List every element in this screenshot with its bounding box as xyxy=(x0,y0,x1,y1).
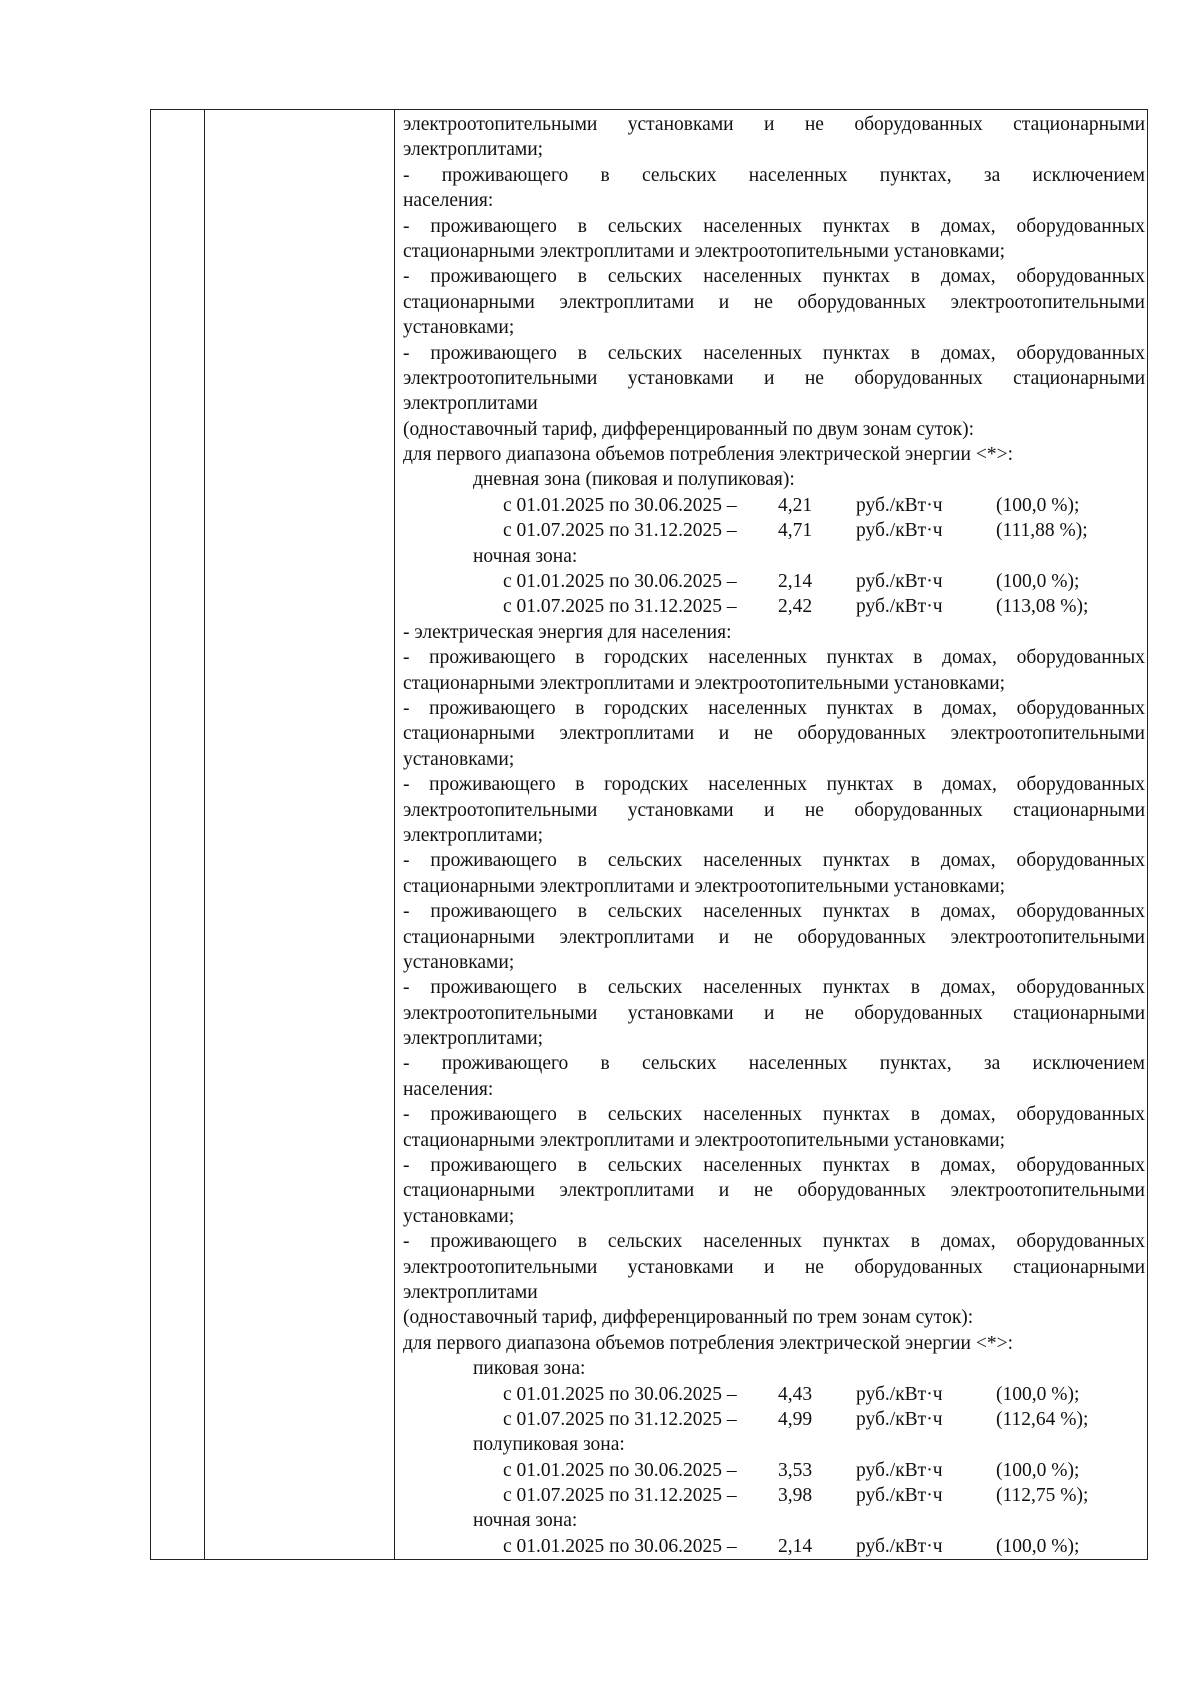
tariff-percent: (100,0 %); xyxy=(996,1459,1080,1481)
text-line: электроплитами; xyxy=(403,139,544,161)
text-line: - проживающего в сельских населенных пунктах в домах, оборудованных xyxy=(403,901,1145,923)
tariff-rate-row xyxy=(403,1483,1145,1508)
text-line: дневная зона (пиковая и полупиковая): xyxy=(473,469,795,491)
text-line: ночная зона: xyxy=(473,1510,578,1532)
tariff-percent: (111,88 %); xyxy=(996,520,1088,542)
tariff-value: 4,99 xyxy=(778,1408,813,1430)
text-line: - проживающего в сельских населенных пунктах в домах, оборудованных xyxy=(403,215,1145,237)
text-line: установками; xyxy=(403,951,515,973)
text-line: - проживающего в сельских населенных пунктах в домах, оборудованных xyxy=(403,977,1145,999)
tariff-period: с 01.07.2025 по 31.12.2025 – xyxy=(503,520,737,542)
tariff-unit: руб./кВт·ч xyxy=(856,571,943,593)
text-line: населения: xyxy=(403,190,494,212)
tariff-percent: (112,75 %); xyxy=(996,1485,1089,1507)
tariff-percent: (100,0 %); xyxy=(996,494,1080,516)
tariff-rate-row xyxy=(403,1382,1145,1407)
text-line: - проживающего в сельских населенных пунктах в домах, оборудованных xyxy=(403,266,1145,288)
tariff-period: с 01.07.2025 по 31.12.2025 – xyxy=(503,1485,737,1507)
column-divider-2 xyxy=(394,110,395,1559)
column-divider-1 xyxy=(204,110,205,1559)
text-line: электроплитами xyxy=(403,393,538,415)
text-line: установками; xyxy=(403,748,515,770)
tariff-period: с 01.07.2025 по 31.12.2025 – xyxy=(503,1408,737,1430)
tariff-value: 4,43 xyxy=(778,1383,813,1405)
text-line: электроотопительными установками и не оборудованных стационарными xyxy=(403,114,1145,135)
text-line: - электрическая энергия для населения: xyxy=(403,621,732,643)
tariff-rate-row xyxy=(403,518,1145,543)
tariff-unit: руб./кВт·ч xyxy=(856,1408,943,1430)
text-line: - проживающего в сельских населенных пунктах в домах, оборудованных xyxy=(403,1231,1145,1253)
tariff-percent: (100,0 %); xyxy=(996,571,1080,593)
text-line: - проживающего в городских населенных пунктах в домах, оборудованных xyxy=(403,647,1145,669)
text-line: электроплитами; xyxy=(403,1028,544,1050)
text-line: - проживающего в сельских населенных пунктах в домах, оборудованных xyxy=(403,1155,1145,1177)
text-line: для первого диапазона объемов потребления электрической энергии <*>: xyxy=(403,1332,1014,1354)
tariff-value: 2,42 xyxy=(778,596,813,618)
tariff-unit: руб./кВт·ч xyxy=(856,1535,943,1557)
text-line: стационарными электроплитами и электроотопительными установками; xyxy=(403,672,1006,694)
tariff-period: с 01.01.2025 по 30.06.2025 – xyxy=(503,494,737,516)
tariff-value: 3,98 xyxy=(778,1485,813,1507)
text-line: - проживающего в городских населенных пунктах в домах, оборудованных xyxy=(403,774,1145,796)
text-line: электроотопительными установками и не оборудованных стационарными xyxy=(403,1002,1145,1024)
tariff-unit: руб./кВт·ч xyxy=(856,1383,943,1405)
text-line: полупиковая зона: xyxy=(473,1434,625,1456)
text-line: - проживающего в сельских населенных пунктах в домах, оборудованных xyxy=(403,342,1145,364)
text-line: установками; xyxy=(403,317,515,339)
tariff-period: с 01.01.2025 по 30.06.2025 – xyxy=(503,1459,737,1481)
tariff-rate-row xyxy=(403,493,1145,518)
text-line: - проживающего в сельских населенных пунктах, за исключением xyxy=(403,164,1145,186)
text-line: стационарными электроплитами и не оборудованных электроотопительными xyxy=(403,291,1145,313)
tariff-period: с 01.01.2025 по 30.06.2025 – xyxy=(503,1535,737,1557)
tariff-rate-row xyxy=(403,1407,1145,1432)
tariff-unit: руб./кВт·ч xyxy=(856,1485,943,1507)
text-line: населения: xyxy=(403,1078,494,1100)
tariff-unit: руб./кВт·ч xyxy=(856,494,943,516)
text-line: (одноставочный тариф, дифференцированный по трем зонам суток): xyxy=(403,1307,974,1329)
tariff-rate-row xyxy=(403,1458,1145,1483)
text-line: электроотопительными установками и не оборудованных стационарными xyxy=(403,367,1145,389)
tariff-unit: руб./кВт·ч xyxy=(856,520,943,542)
text-line: электроплитами; xyxy=(403,824,544,846)
text-line: электроотопительными установками и не оборудованных стационарными xyxy=(403,1256,1145,1278)
text-line: - проживающего в сельских населенных пунктах в домах, оборудованных xyxy=(403,1104,1145,1126)
text-line: стационарными электроплитами и электроотопительными установками; xyxy=(403,875,1006,897)
text-line: стационарными электроплитами и электроотопительными установками; xyxy=(403,240,1006,262)
tariff-rate-row xyxy=(403,569,1145,594)
text-line: стационарными электроплитами и не оборудованных электроотопительными xyxy=(403,926,1145,948)
tariff-rate-row xyxy=(403,594,1145,619)
text-line: для первого диапазона объемов потребления электрической энергии <*>: xyxy=(403,444,1014,466)
tariff-percent: (100,0 %); xyxy=(996,1535,1080,1557)
text-line: - проживающего в сельских населенных пунктах в домах, оборудованных xyxy=(403,850,1145,872)
tariff-percent: (113,08 %); xyxy=(996,596,1089,618)
tariff-unit: руб./кВт·ч xyxy=(856,1459,943,1481)
text-line: ночная зона: xyxy=(473,545,578,567)
text-line: пиковая зона: xyxy=(473,1358,586,1380)
tariff-percent: (100,0 %); xyxy=(996,1383,1080,1405)
tariff-period: с 01.07.2025 по 31.12.2025 – xyxy=(503,596,737,618)
text-line: электроотопительными установками и не оборудованных стационарными xyxy=(403,799,1145,821)
tariff-table xyxy=(150,109,1148,1560)
tariff-value: 3,53 xyxy=(778,1459,813,1481)
tariff-value: 4,21 xyxy=(778,494,813,516)
tariff-period: с 01.01.2025 по 30.06.2025 – xyxy=(503,571,737,593)
text-line: - проживающего в сельских населенных пунктах, за исключением xyxy=(403,1053,1145,1075)
text-line: (одноставочный тариф, дифференцированный по двум зонам суток): xyxy=(403,418,974,440)
tariff-period: с 01.01.2025 по 30.06.2025 – xyxy=(503,1383,737,1405)
text-line: стационарными электроплитами и не оборудованных электроотопительными xyxy=(403,1180,1145,1202)
text-line: стационарными электроплитами и не оборудованных электроотопительными xyxy=(403,723,1145,745)
text-line: электроплитами xyxy=(403,1281,538,1303)
tariff-description-cell xyxy=(403,112,1145,1559)
text-line: - проживающего в городских населенных пунктах в домах, оборудованных xyxy=(403,697,1145,719)
tariff-percent: (112,64 %); xyxy=(996,1408,1089,1430)
tariff-value: 2,14 xyxy=(778,1535,813,1557)
tariff-value: 2,14 xyxy=(778,571,813,593)
tariff-rate-row xyxy=(403,1534,1145,1559)
text-line: установками; xyxy=(403,1205,515,1227)
tariff-value: 4,71 xyxy=(778,520,813,542)
tariff-unit: руб./кВт·ч xyxy=(856,596,943,618)
text-line: стационарными электроплитами и электроотопительными установками; xyxy=(403,1129,1006,1151)
